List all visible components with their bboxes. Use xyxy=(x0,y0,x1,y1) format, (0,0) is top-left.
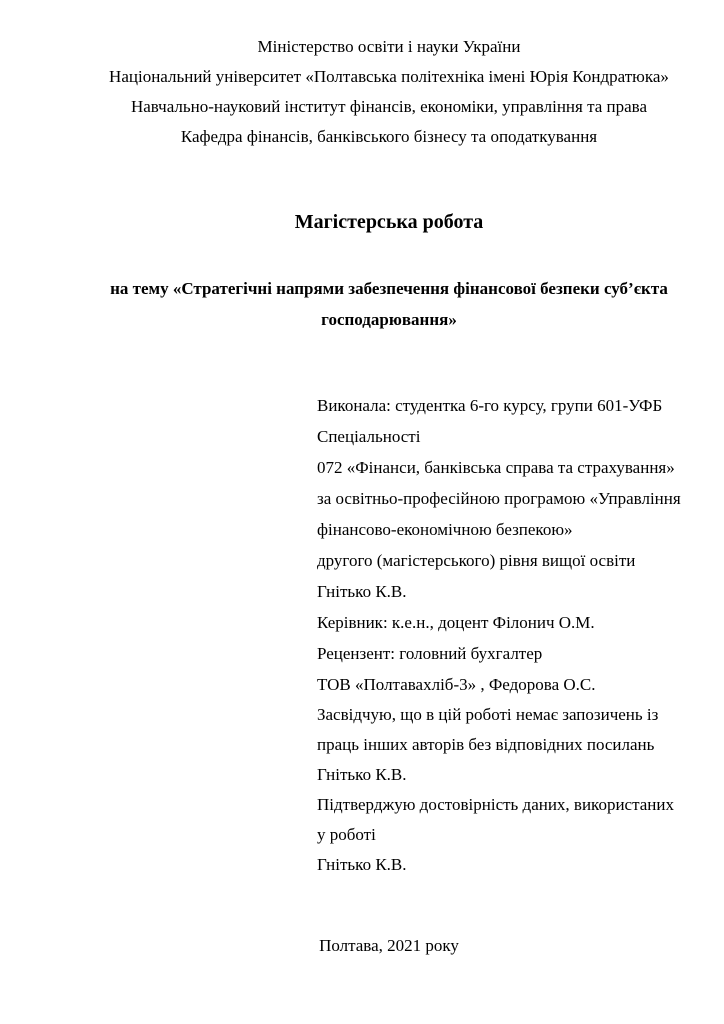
executor-line: Гнітько К.В. xyxy=(317,582,407,601)
declaration-line: у роботі xyxy=(317,825,376,844)
thesis-topic-line: господарювання» xyxy=(321,310,457,329)
executor-info xyxy=(317,390,682,700)
declaration-line: Підтверджую достовірність даних, використаних xyxy=(317,795,674,814)
ministry-line: Міністерство освіти і науки України xyxy=(257,37,521,56)
thesis-topic-line: на тему «Стратегічні напрями забезпечення фінансової безпеки суб’єкта xyxy=(110,279,668,298)
executor-line: Спеціальності xyxy=(317,427,421,446)
declaration-line: Гнітько К.В. xyxy=(317,855,407,874)
page-title: Магістерська робота xyxy=(294,211,484,233)
declaration-line: праць інших авторів без відповідних посилань xyxy=(317,735,655,754)
executor-line: Керівник: к.е.н., доцент Філонич О.М. xyxy=(317,613,595,632)
declaration-line: Гнітько К.В. xyxy=(317,765,407,784)
university-line: Національний університет «Полтавська політехніка імені Юрія Кондратюка» xyxy=(109,67,669,86)
executor-line: ТОВ «Полтавахліб-3» , Федорова О.С. xyxy=(317,675,596,694)
thesis-topic xyxy=(96,273,682,335)
executor-line: Виконала: студентка 6-го курсу, групи 601-УФБ xyxy=(317,396,663,415)
department-line: Кафедра фінансів, банківського бізнесу та оподаткування xyxy=(180,127,598,146)
executor-line: фінансово-економічною безпекою» xyxy=(317,520,573,539)
executor-line: за освітньо-професійною програмою «Управління xyxy=(317,489,681,508)
executor-line: другого (магістерського) рівня вищої освіти xyxy=(317,551,636,570)
executor-line: 072 «Фінанси, банківська справа та страхування» xyxy=(317,458,675,477)
institution-header xyxy=(96,32,682,152)
declaration-line: Засвідчую, що в цій роботі немає запозичень із xyxy=(317,705,659,724)
institute-line: Навчально-науковий інститут фінансів, економіки, управління та права xyxy=(130,97,648,116)
executor-line: Рецензент: головний бухгалтер xyxy=(317,644,543,663)
authenticity-declaration xyxy=(317,700,682,880)
city-year-footer: Полтава, 2021 року xyxy=(319,936,459,955)
